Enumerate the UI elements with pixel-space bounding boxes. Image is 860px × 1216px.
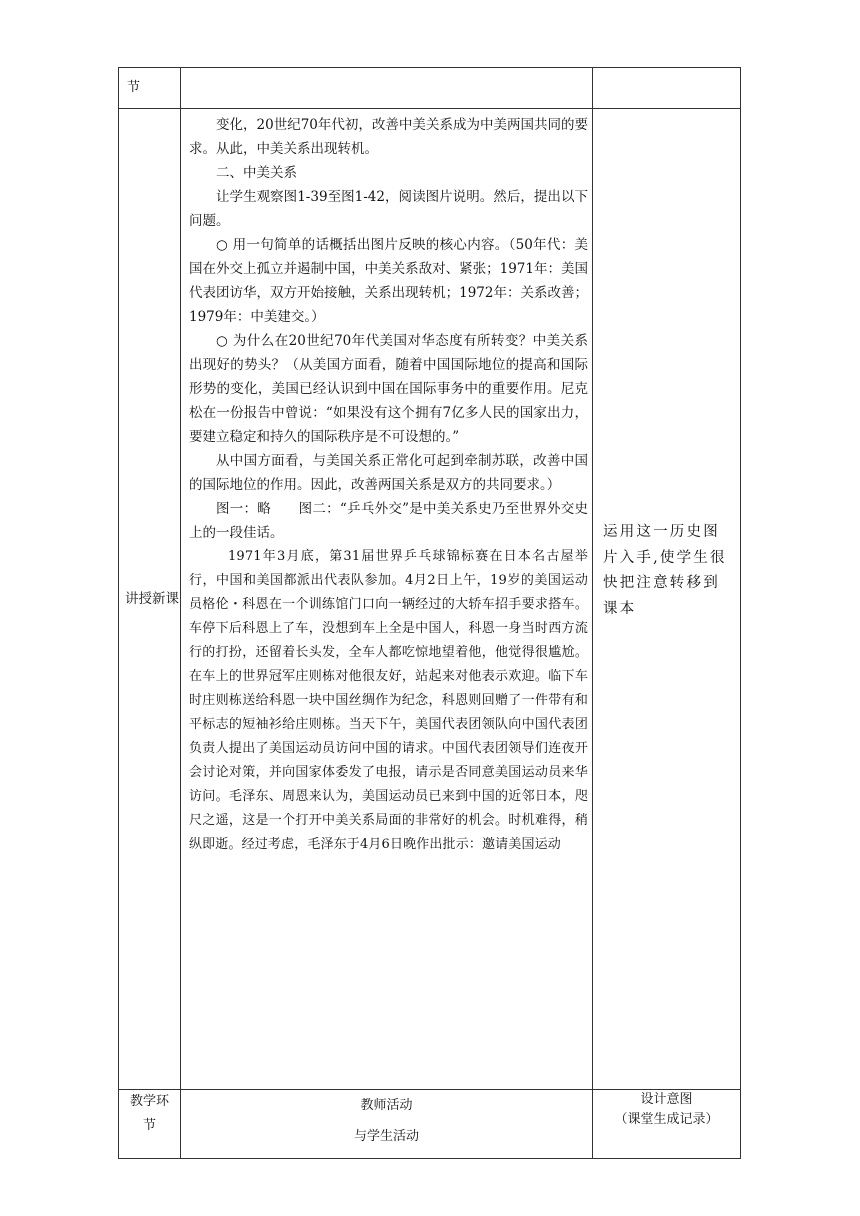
content-cell bbox=[181, 109, 593, 1090]
header-label: 教学环 bbox=[129, 1094, 169, 1109]
table-row bbox=[119, 109, 741, 1090]
header-label: （课堂生成记录） bbox=[614, 1112, 719, 1127]
paragraph: 图一：略 图二：“乒乓外交”是中美关系史乃至世界外交史上的一段佳话。 bbox=[189, 501, 588, 541]
section-heading: 二、中美关系 bbox=[216, 165, 297, 181]
content-cell bbox=[181, 68, 593, 109]
header-label: 教师活动 bbox=[360, 1098, 413, 1113]
header-design-cell bbox=[593, 1090, 741, 1159]
lesson-plan-table bbox=[118, 67, 741, 1159]
question-item: ○ 用一句简单的话概括出图片反映的核心内容。（50年代：美国在外交上孤立并遏制中国，中美关系敌对、紧张；1971年：美国代表团访华，双方开始接触，关系出现转机；1972年：关系改善；1979年：中美建交。） bbox=[189, 237, 588, 325]
header-label: 节 bbox=[142, 1118, 156, 1133]
paragraph: 变化，20世纪70年代初，改善中美关系成为中美两国共同的要求。从此，中美关系出现转机。 bbox=[189, 117, 588, 157]
header-label: 与学生活动 bbox=[353, 1129, 419, 1144]
header-label: 设计意图 bbox=[640, 1092, 693, 1107]
paragraph: 从中国方面看，与美国关系正常化可起到牵制苏联，改善中国的国际地位的作用。因此，改善两国关系是双方的共同要求。） bbox=[189, 453, 588, 493]
question-item: ○ 为什么在20世纪70年代美国对华态度有所转变？中美关系出现好的势头？（从美国方面看，随着中国国际地位的提高和国际形势的变化，美国已经认识到中国在国际事务中的重要作用。尼克松在一份报告中曾说：“如果没有这个拥有7亿多人民的国家出力，要建立稳定和持久的国际秩序是不可设想的。” bbox=[189, 333, 588, 445]
header-section-cell bbox=[119, 1090, 181, 1159]
section-cell: 节 bbox=[119, 68, 181, 109]
design-note: 运用这一历史图片入手,使学生很快把注意转移到课本 bbox=[593, 109, 741, 1090]
header-activity-cell bbox=[181, 1090, 593, 1159]
section-cell: 讲授新课 bbox=[119, 109, 181, 1090]
design-cell bbox=[593, 68, 741, 109]
table-header-row bbox=[119, 1090, 741, 1159]
paragraph: 让学生观察图1-39至图1-42，阅读图片说明。然后，提出以下问题。 bbox=[189, 189, 588, 229]
table-row bbox=[119, 68, 741, 109]
paragraph: 1971年3月底，第31届世界乒乓球锦标赛在日本名古屋举行，中国和美国都派出代表队参加。4月2日上午，19岁的美国运动员格伦・科恩在一个训练馆门口向一辆经过的大轿车招手要求搭车。车停下后科恩上了车，没想到车上全是中国人，科恩一身当时西方流行的打扮，还留着长头发，全车人都吃惊地望着他，他觉得很尴尬。在车上的世界冠军庄则栋对他很友好，站起来对他表示欢迎。临下车时庄则栋送给科恩一块中国丝绸作为纪念，科恩则回赠了一件带有和平标志的短袖衫给庄则栋。当天下午，美国代表团领队向中国代表团负责人提出了美国运动员访问中国的请求。中国代表团领导们连夜开会讨论对策，并向国家体委发了电报，请示是否同意美国运动员来华访问。毛泽东、周恩来认为，美国运动员已来到中国的近邻日本，咫尺之遥，这是一个打开中美关系局面的非常好的机会。时机难得，稍纵即逝。经过考虑，毛泽东于4月6日晚作出批示：邀请美国运动 bbox=[189, 549, 588, 852]
